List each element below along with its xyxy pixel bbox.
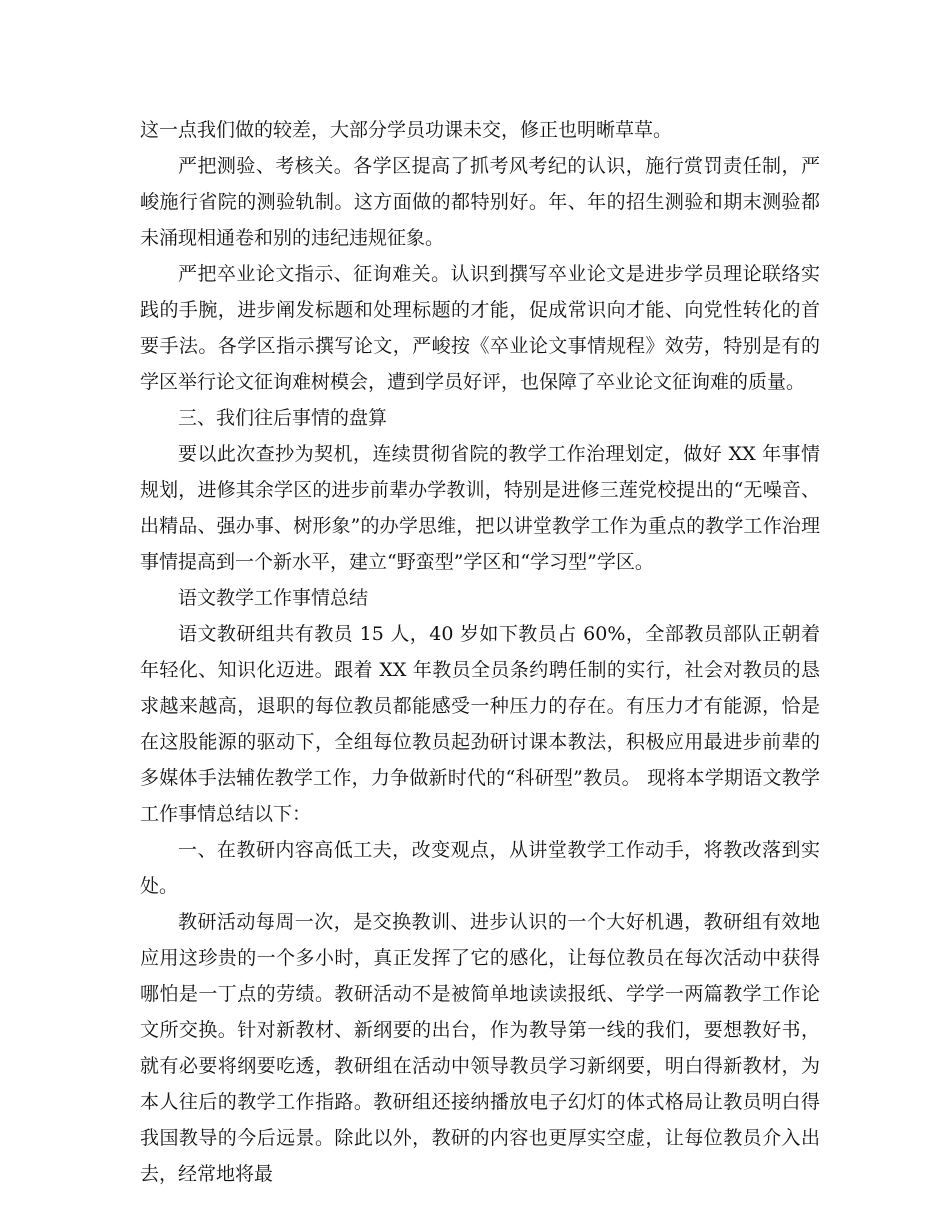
paragraph-5: 要以此次查抄为契机，连续贯彻省院的教学工作治理划定，做好 XX 年事情规划，进修其余学区的进步前辈办学教训，特别是进修三莲党校提出的“无噪音、出精品、强办事、树形象”的办学思维，把以讲堂教学工作为重点的教学工作治理事情提高到一个新水平，建立“野蛮型”学区和“学习型”学区。: [140, 443, 820, 573]
paragraph-9: 教研活动每周一次，是交换教训、进步认识的一个大好机遇，教研组有效地应用这珍贵的一个多小时，真正发挥了它的感化，让每位教员在每次活动中获得哪怕是一丁点的劳绩。教研活动不是被简单地读读报纸、学学一两篇教学工作论文所交换。针对新教材、新纲要的出台，作为教导第一线的我们，要想教好书，就有必要将纲要吃透，教研组在活动中领导教员学习新纲要，明白得新教材，为本人往后的教学工作指路。教研组还接纳播放电子幻灯的体式格局让教员明白得我国教导的今后远景。除此以外，教研的内容也更厚实空虚，让每位教员介入出去，经常地将最: [140, 911, 820, 1185]
paragraph-1: 这一点我们做的较差，大部分学员功课未交，修正也明晰草草。: [140, 119, 673, 141]
section-heading-1: 一、在教研内容高低工夫，改变观点，从讲堂教学工作动手，将教改落到实处。: [140, 839, 820, 897]
section-heading-3: 三、我们往后事情的盘算: [178, 407, 388, 429]
article-title: 语文教学工作事情总结: [178, 587, 369, 609]
document-body: [140, 112, 820, 1192]
paragraph-7: 语文教研组共有教员 15 人，40 岁如下教员占 60%，全部教员部队正朝着年轻化、知识化迈进。跟着 XX 年教员全员条约聘任制的实行，社会对教员的恳求越来越高，退职的每位教员都能感受一种压力的存在。有压力才有能源，恰是在这股能源的驱动下，全组每位教员起劲研讨课本教法，积极应用最进步前辈的多媒体手法辅佐教学工作，力争做新时代的“科研型”教员。 现将本学期语文教学工作事情总结以下：: [140, 623, 820, 825]
paragraph-2: 严把测验、考核关。各学区提高了抓考风考纪的认识，施行赏罚责任制，严峻施行省院的测验轨制。这方面做的都特别好。年、年的招生测验和期末测验都未涌现相通卷和别的违纪违规征象。: [140, 155, 820, 249]
paragraph-3: 严把卒业论文指示、征询难关。认识到撰写卒业论文是进步学员理论联络实践的手腕，进步阐发标题和处理标题的才能，促成常识向才能、向党性转化的首要手法。各学区指示撰写论文，严峻按《卒业论文事情规程》效劳，特别是有的学区举行论文征询难树模会，遭到学员好评，也保障了卒业论文征询难的质量。: [140, 263, 820, 393]
